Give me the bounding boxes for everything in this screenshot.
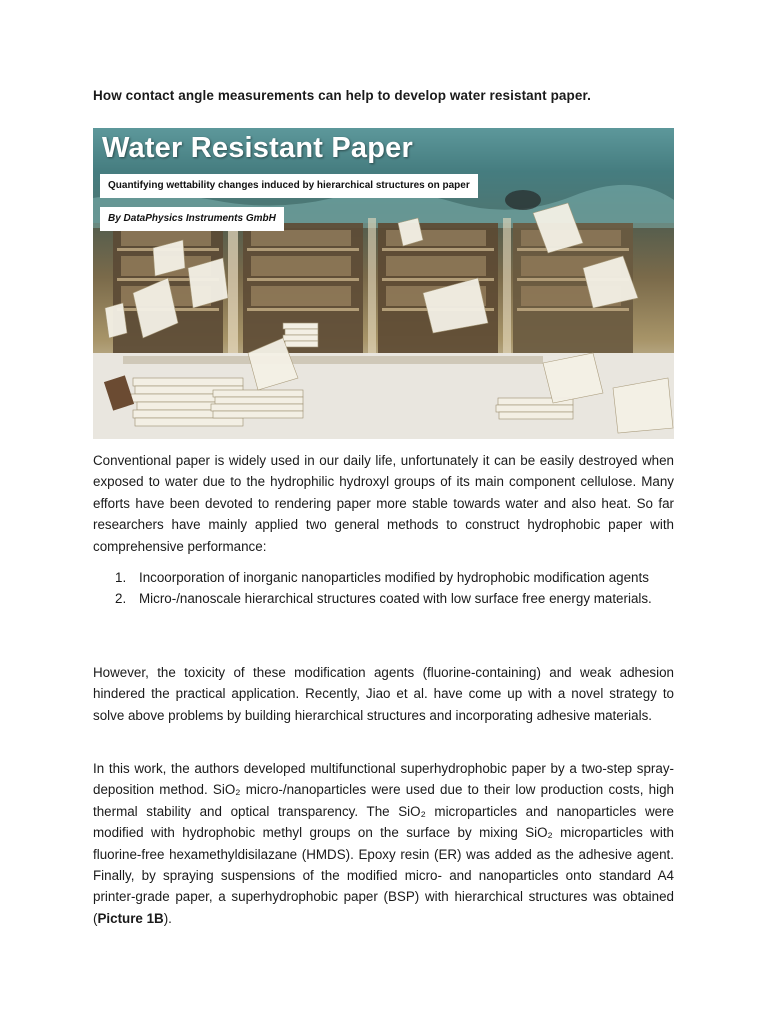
list-number: 1. [115,570,127,585]
list-item [93,567,674,588]
list-item-text: Micro-/nanoscale hierarchical structures coated with low surface free energy materials. [139,591,652,607]
hero-title: Water Resistant Paper [102,132,413,164]
paragraph-toxicity: However, the toxicity of these modification agents (fluorine-containing) and weak adhesion hindered the practical application. Recently, Jiao et al. have come up with a novel strategy to solve above problems by building hierarchical structures and incorporating adhesive materials. [93,665,674,723]
paragraph-method-end: ). [163,910,172,926]
list-item-text: Incoorporation of inorganic nanoparticles modified by hydrophobic modification agents [139,570,649,585]
paragraph-method [93,758,674,929]
picture-reference: Picture 1B [97,910,164,926]
hero-subtitle: Quantifying wettability changes induced by hierarchical structures on paper [100,174,478,198]
paragraph-method-text: In this work, the authors developed multifunctional superhydrophobic paper by a two-step spray-deposition method. SiO₂ micro-/nanoparticles were used due to their low production costs, high thermal stability and optical transparency. The SiO₂ microparticles and nanoparticles were modified with hydrophobic methyl groups on the surface by mixing SiO₂ microparticles with fluorine-free hexamethyldisilazane (HMDS). Epoxy resin (ER) was added as the adhesive agent. Finally, by spraying suspensions of the modified micro- and nanoparticles onto standard A4 printer-grade paper, a superhydrophobic paper (BSP) with hierarchical structures was obtained ( [93,761,674,926]
list-number: 2. [115,591,127,607]
hero-byline: By DataPhysics Instruments GmbH [100,207,284,231]
document-title: How contact angle measurements can help to develop water resistant paper. [93,88,591,103]
list-item [93,588,674,609]
hero-image [93,128,674,439]
methods-list [93,567,674,610]
paragraph-intro: Conventional paper is widely used in our daily life, unfortunately it can be easily destroyed when exposed to water due to the hydrophilic hydroxyl groups of its main component cellulose. Many efforts have been devoted to rendering paper more stable towards water and also heat. So far researchers have mainly applied two general methods to construct hydrophobic paper with comprehensive performance: [93,453,674,554]
